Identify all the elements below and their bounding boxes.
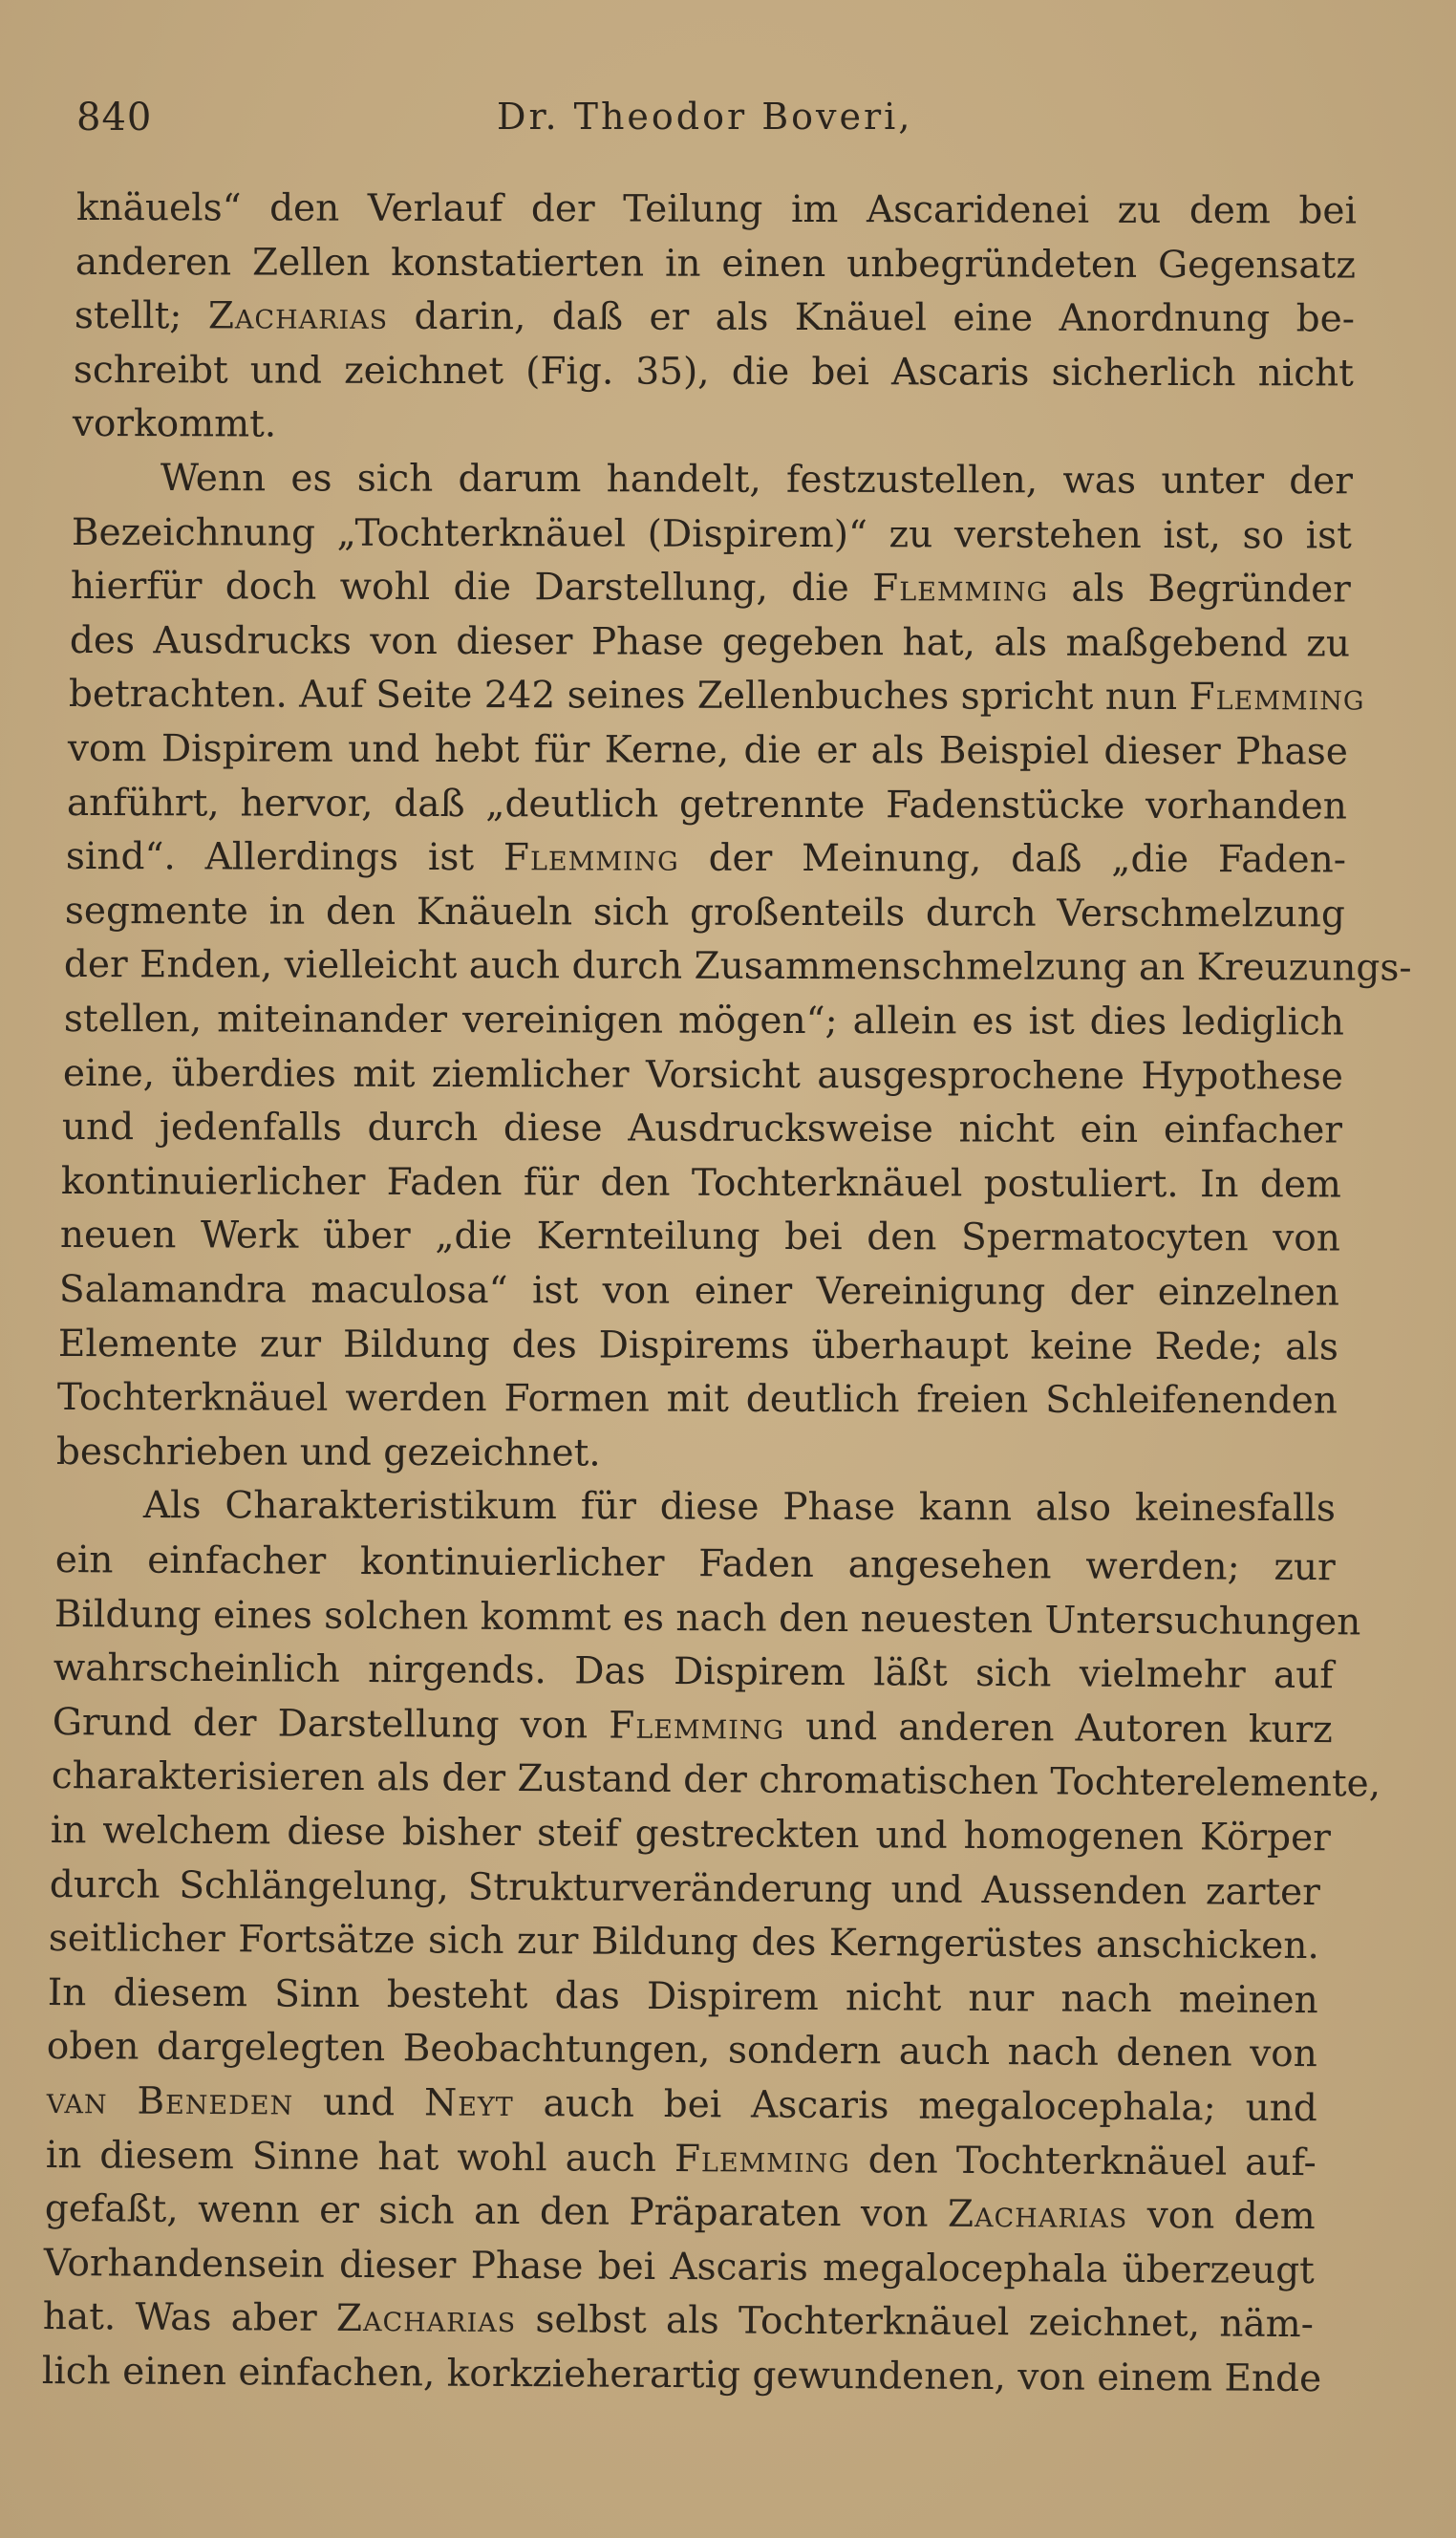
text-line: hat. Was aber Zacharias selbst als Tochterknäuel zeichnet, näm- [42, 2295, 1314, 2347]
text-line: Elemente zur Bildung des Dispirems überhaupt keine Rede; als [57, 1322, 1339, 1369]
text-line: vom Dispirem und hebt für Kerne, die er als Beispiel dieser Phase [67, 727, 1348, 774]
text-line: des Ausdrucks von dieser Phase gegeben hat, als maßgebend zu [69, 618, 1350, 666]
text-line: betrachten. Auf Seite 242 seines Zellenbuches spricht nun Flemming [68, 673, 1365, 720]
text-line: durch Schlängelung, Strukturveränderung und Aussenden zarter [49, 1862, 1321, 1914]
text-line: seitlicher Fortsätze sich zur Bildung des Kerngerüstes anschicken. [48, 1917, 1320, 1968]
text-line: segmente in den Knäueln sich großenteils durch Verschmelzung [65, 889, 1346, 936]
running-head: Dr. Theodor Boveri, [497, 96, 913, 138]
text-line: stellt; Zacharias darin, daß er als Knäuel eine Anordnung be- [75, 294, 1356, 341]
text-line: in diesem Sinne hat wohl auch Flemming den Tochterknäuel auf- [45, 2133, 1317, 2184]
text-line: sind“. Allerdings ist Flemming der Meinung, daß „die Faden- [66, 835, 1347, 882]
text-line: und jedenfalls durch diese Ausdrucksweise nicht ein einfacher [61, 1106, 1342, 1152]
text-line: in welchem diese bisher steif gestreckten und homogenen Körper [50, 1808, 1331, 1860]
text-line: kontinuierlicher Faden für den Tochterknäuel postuliert. In dem [60, 1159, 1341, 1207]
text-line: knäuels“ den Verlauf der Teilung im Ascaridenei zu dem bei [75, 185, 1358, 233]
text-line: wahrscheinlich nirgends. Das Dispirem läßt sich vielmehr auf [53, 1646, 1334, 1698]
text-line: hierfür doch wohl die Darstellung, die Flemming als Begründer [70, 565, 1351, 612]
text-line: Salamandra maculosa“ ist von einer Vereinigung der einzelnen [58, 1268, 1339, 1315]
page-number: 840 [76, 96, 153, 140]
text-line: charakterisieren als der Zustand der chromatischen Tochterelemente, [51, 1754, 1381, 1806]
text-line: Grund der Darstellung von Flemming und anderen Autoren kurz [52, 1700, 1333, 1752]
text-line: anführt, hervor, daß „deutlich getrennte Fadenstücke vorhanden [66, 781, 1348, 828]
text-line: ein einfacher kontinuierlicher Faden angesehen werden; zur [54, 1538, 1336, 1590]
text-line: beschrieben und gezeichnet. [56, 1430, 602, 1475]
text-line: Als Charakteristikum für diese Phase kann also keinesfalls [143, 1484, 1337, 1531]
text-line: Tochterknäuel werden Formen mit deutlich freien Schleifenenden [57, 1376, 1338, 1423]
text-line: In diesem Sinn besteht das Dispirem nicht nur nach meinen [47, 1970, 1319, 2022]
text-line: der Enden, vielleicht auch durch Zusammenschmelzung an Kreuzungs- [64, 943, 1413, 991]
text-line: gefaßt, wenn er sich an den Präparaten von Zacharias von dem [44, 2187, 1316, 2239]
text-line: neuen Werk über „die Kernteilung bei den Spermatocyten von [59, 1214, 1340, 1260]
text-line: stellen, miteinander vereinigen mögen“; allein es ist dies lediglich [63, 998, 1344, 1044]
text-line: schreibt und zeichnet (Fig. 35), die bei Ascaris sicherlich nicht [74, 348, 1355, 396]
text-line: eine, überdies mit ziemlicher Vorsicht ausgesprochene Hypothese [62, 1051, 1343, 1099]
text-line: lich einen einfachen, korkzieherartig gewundenen, von einem Ende [41, 2350, 1322, 2401]
text-line: vorkommt. [73, 402, 277, 446]
text-line: Wenn es sich darum handelt, festzustellen, was unter der [160, 456, 1353, 504]
text-line: anderen Zellen konstatierten in einen unbegründeten Gegensatz [75, 240, 1357, 288]
text-line: Bezeichnung „Tochterknäuel (Dispirem)“ zu verstehen ist, so ist [71, 510, 1352, 558]
text-line: Vorhandensein dieser Phase bei Ascaris megalocephala überzeugt [43, 2241, 1315, 2292]
text-line: Bildung eines solchen kommt es nach den neuesten Untersuchungen [54, 1592, 1360, 1644]
text-line: oben dargelegten Beobachtungen, sondern auch nach denen von [47, 2025, 1318, 2076]
text-line: van Beneden und Neyt auch bei Ascaris megalocephala; und [46, 2079, 1317, 2131]
